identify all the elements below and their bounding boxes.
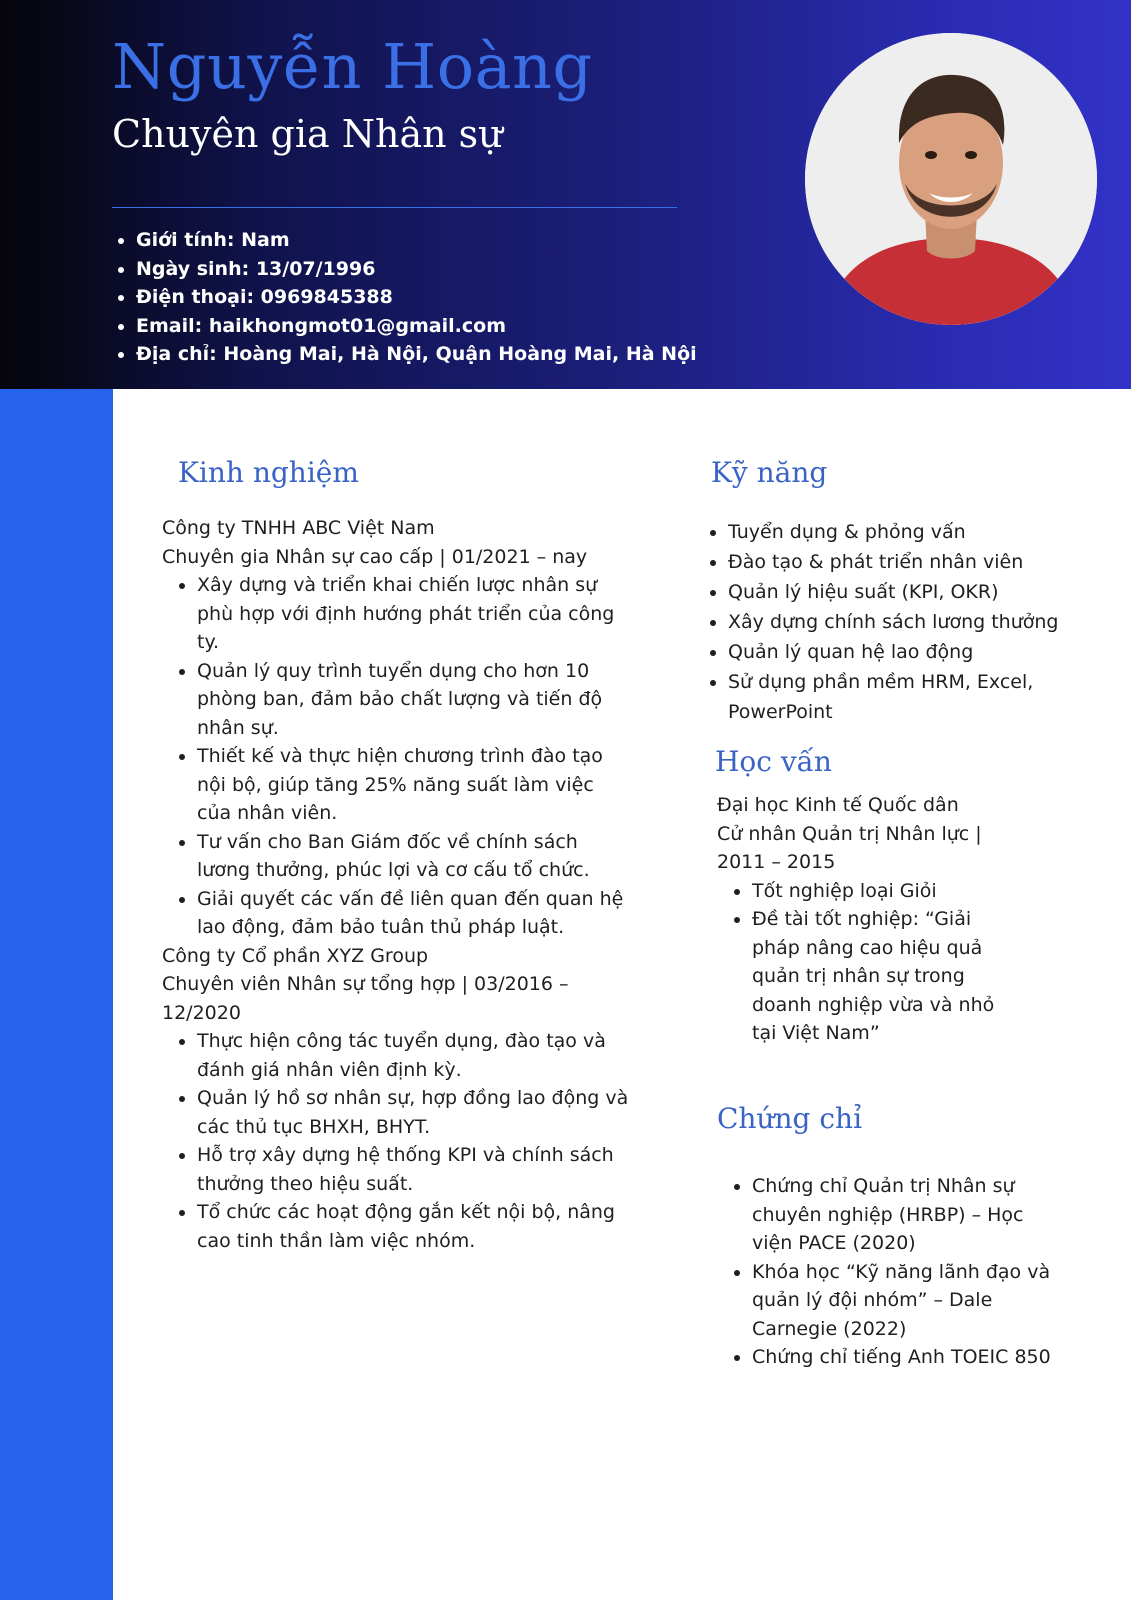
contact-phone: • Điện thoại: 0969845388 (136, 283, 697, 312)
job-duty: • Hỗ trợ xây dựng hệ thống KPI và chính sách thưởng theo hiệu suất. (197, 1141, 632, 1198)
experience-heading: Kinh nghiệm (178, 456, 359, 489)
job-duty: • Thực hiện công tác tuyển dụng, đào tạo và đánh giá nhân viên định kỳ. (197, 1027, 632, 1084)
job-title: Chuyên gia Nhân sự (112, 112, 503, 156)
job-duty: • Quản lý quy trình tuyển dụng cho hơn 10 phòng ban, đảm bảo chất lượng và tiến độ nhân sự. (197, 657, 632, 743)
contact-address: • Địa chỉ: Hoàng Mai, Hà Nội, Quận Hoàng Mai, Hà Nội (136, 340, 697, 369)
skill-item: • Xây dựng chính sách lương thưởng (728, 607, 1128, 637)
job-company: Công ty Cổ phần XYZ Group (162, 944, 429, 967)
education-heading: Học vấn (715, 745, 832, 778)
skill-item: • Tuyển dụng & phỏng vấn (728, 517, 1128, 547)
certificate-item: • Chứng chỉ Quản trị Nhân sự chuyên nghiệp (HRBP) – Học viện PACE (2020) (752, 1172, 1052, 1258)
education-degree: Cử nhân Quản trị Nhân lực | 2011 – 2015 (717, 822, 982, 873)
contact-list (112, 226, 697, 369)
education-detail: • Đề tài tốt nghiệp: “Giải pháp nâng cao hiệu quả quản trị nhân sự trong doanh nghiệp vừa và nhỏ tại Việt Nam” (752, 905, 1017, 1048)
job-duty: • Xây dựng và triển khai chiến lược nhân sự phù hợp với định hướng phát triển của công ty. (197, 571, 632, 657)
contact-gender: • Giới tính: Nam (136, 226, 697, 255)
job-company: Công ty TNHH ABC Việt Nam (162, 517, 435, 539)
skill-item: • Sử dụng phần mềm HRM, Excel, PowerPoint (728, 667, 1128, 727)
job-role: Chuyên viên Nhân sự tổng hợp | 03/2016 – 12/2020 (162, 973, 569, 1024)
certificate-item: • Chứng chỉ tiếng Anh TOEIC 850 (752, 1343, 1052, 1372)
job-role: Chuyên gia Nhân sự cao cấp | 01/2021 – nay (162, 545, 588, 568)
profile-photo-illustration (805, 33, 1097, 325)
certificates-heading: Chứng chỉ (717, 1102, 863, 1135)
header-divider (112, 207, 677, 208)
job-duty: • Giải quyết các vấn đề liên quan đến quan hệ lao động, đảm bảo tuân thủ pháp luật. (197, 885, 632, 942)
left-accent-bar (0, 389, 113, 1600)
education-details (717, 877, 1017, 1048)
skills-list (705, 517, 1128, 727)
skill-item: • Quản lý hiệu suất (KPI, OKR) (728, 577, 1128, 607)
job-duty: • Tổ chức các hoạt động gắn kết nội bộ, nâng cao tinh thần làm việc nhóm. (197, 1198, 632, 1255)
experience-section (162, 514, 632, 1255)
certificate-item: • Khóa học “Kỹ năng lãnh đạo và quản lý đội nhóm” – Dale Carnegie (2022) (752, 1258, 1052, 1344)
job-duty: • Tư vấn cho Ban Giám đốc về chính sách lương thưởng, phúc lợi và cơ cấu tổ chức. (197, 828, 632, 885)
job-duties (162, 1027, 632, 1255)
certificates-list (717, 1172, 1052, 1372)
job-duty: • Thiết kế và thực hiện chương trình đào tạo nội bộ, giúp tăng 25% năng suất làm việc của nhân viên. (197, 742, 632, 828)
education-section (717, 791, 1017, 1048)
education-school: Đại học Kinh tế Quốc dân (717, 794, 959, 816)
profile-photo (805, 33, 1097, 325)
job-duty: • Quản lý hồ sơ nhân sự, hợp đồng lao động và các thủ tục BHXH, BHYT. (197, 1084, 632, 1141)
contact-email: • Email: haikhongmot01@gmail.com (136, 312, 697, 341)
job-duties (162, 571, 632, 942)
candidate-name: Nguyễn Hoàng (112, 30, 593, 103)
skill-item: • Quản lý quan hệ lao động (728, 637, 1128, 667)
skill-item: • Đào tạo & phát triển nhân viên (728, 547, 1128, 577)
contact-birthday: • Ngày sinh: 13/07/1996 (136, 255, 697, 284)
education-detail: • Tốt nghiệp loại Giỏi (752, 877, 1017, 906)
skills-heading: Kỹ năng (711, 456, 828, 489)
